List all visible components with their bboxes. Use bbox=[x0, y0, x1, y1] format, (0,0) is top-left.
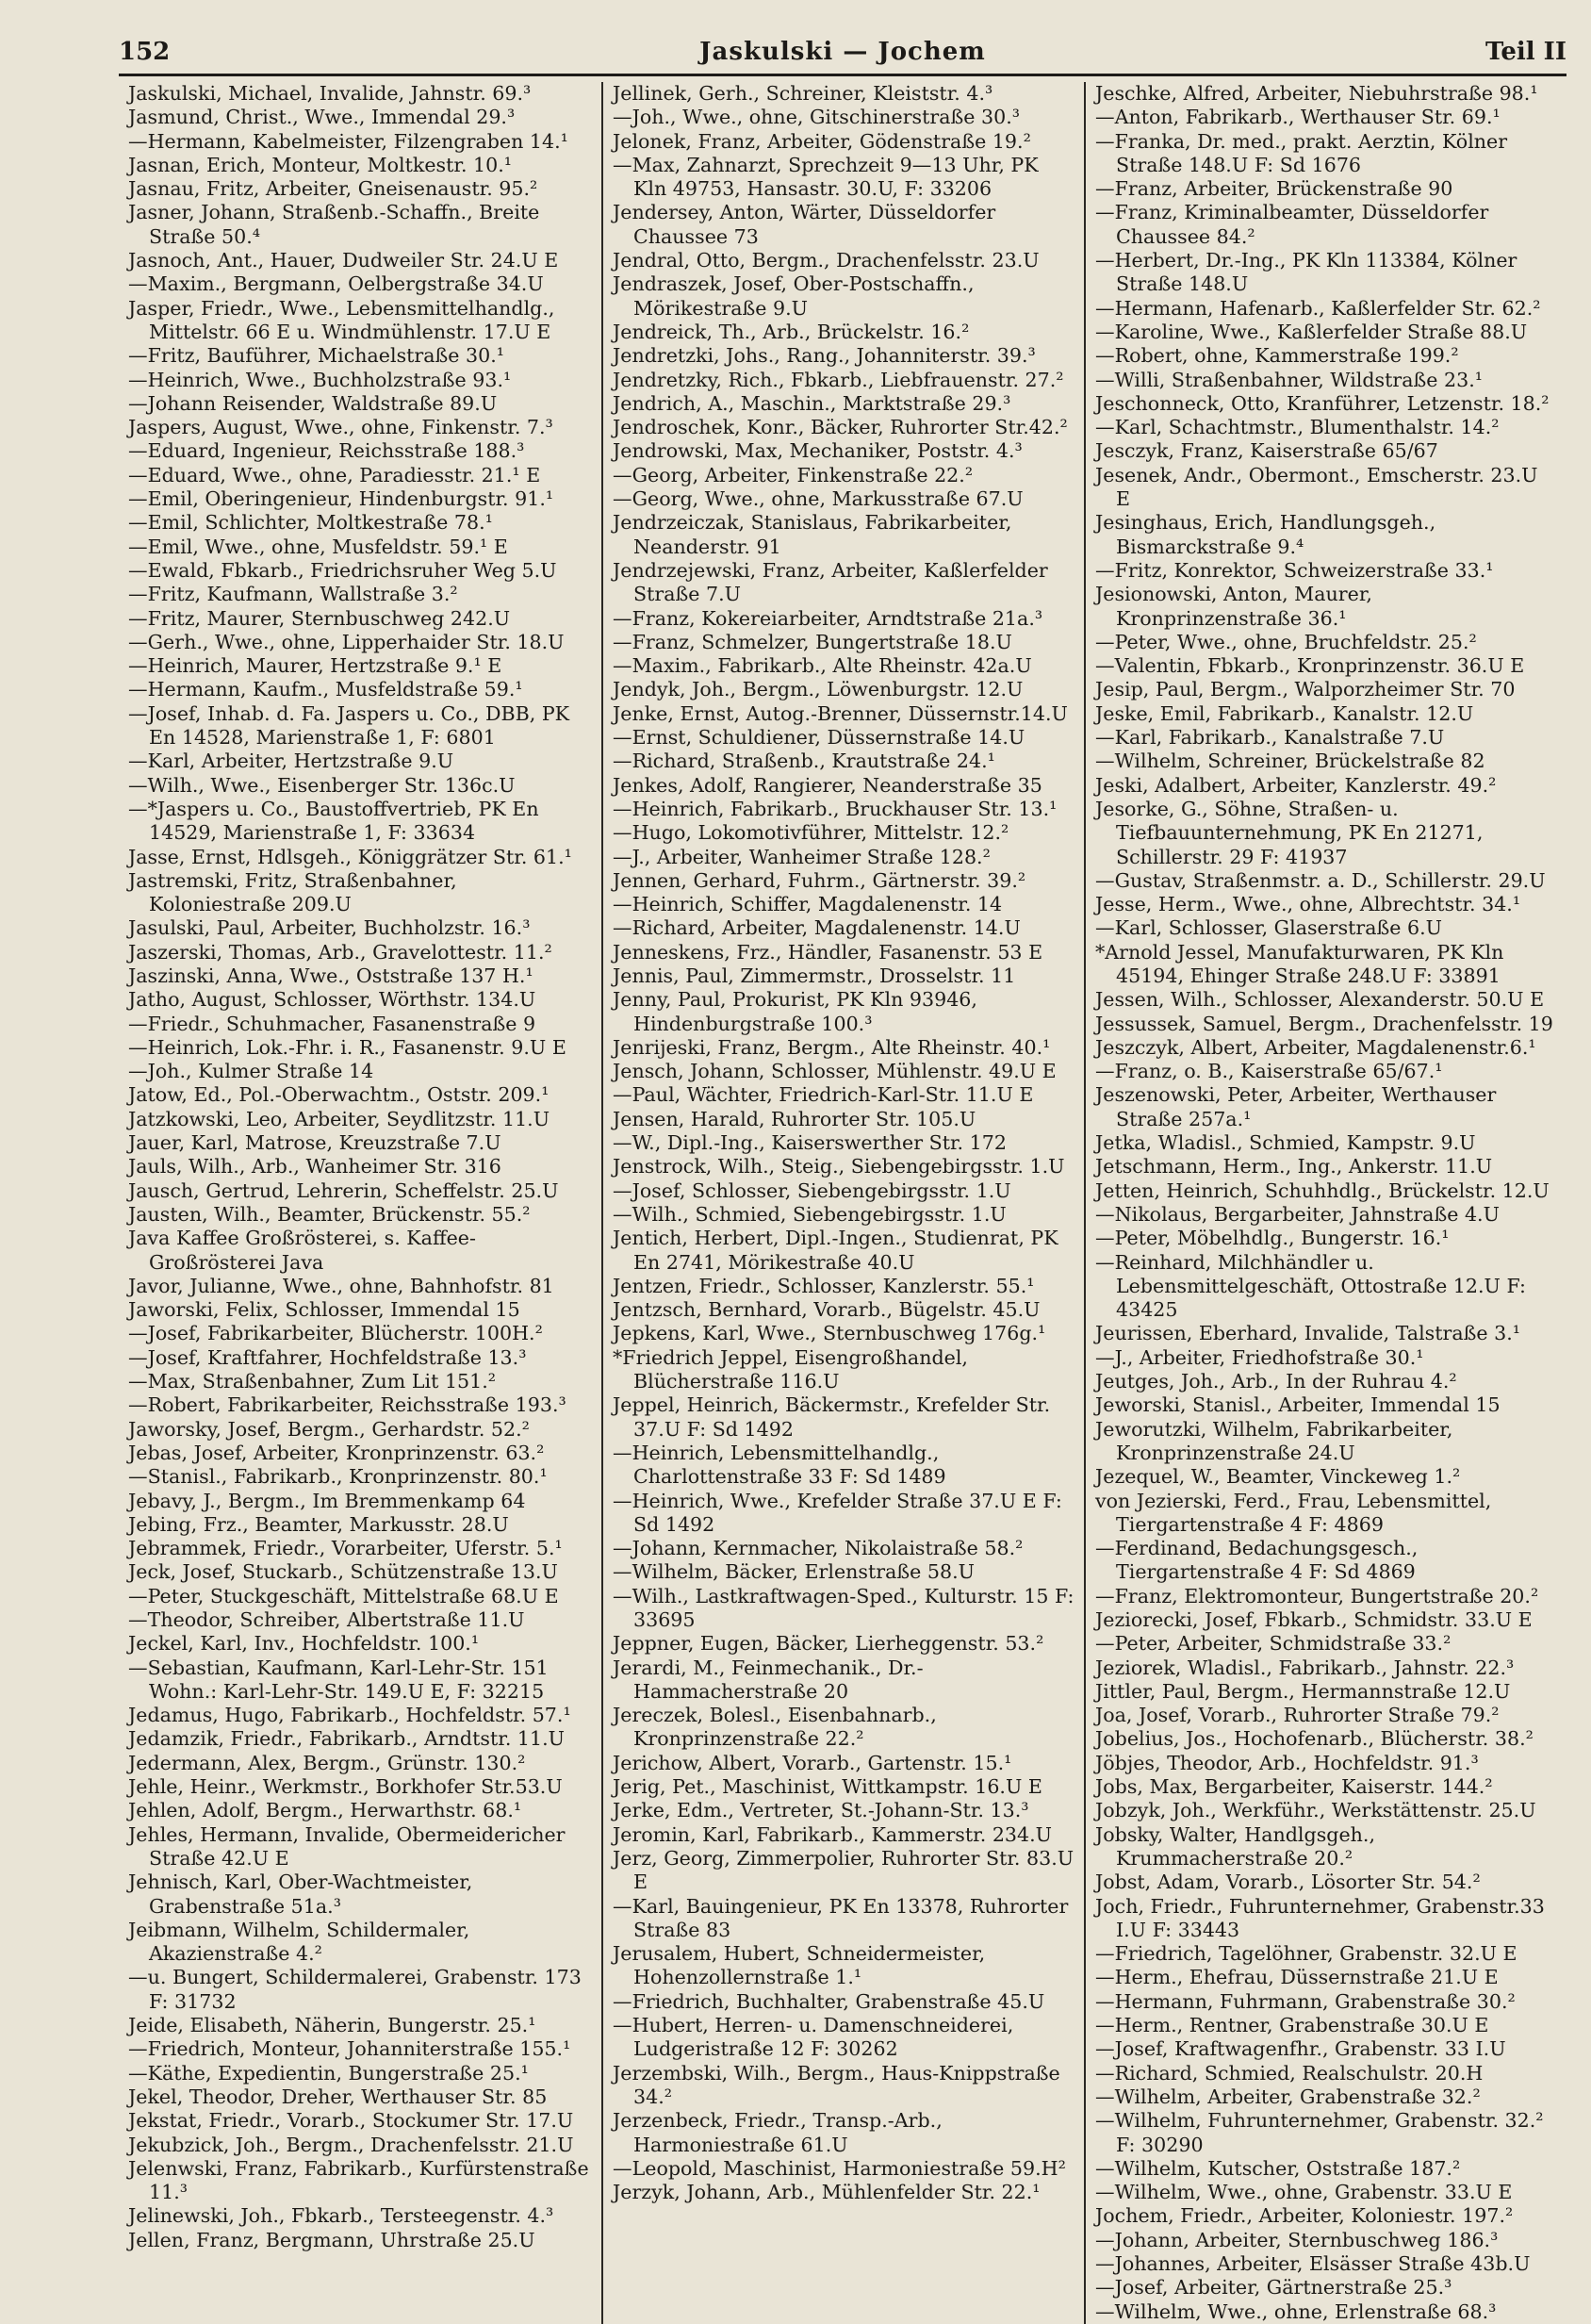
directory-entry: —Max, Straßenbahner, Zum Lit 151.² bbox=[128, 1370, 497, 1393]
directory-entry: —Herbert, Dr.-Ing., PK Kln 113384, Kölner Straße 148.U bbox=[1095, 249, 1517, 296]
directory-entry: Jaspers, August, Wwe., ohne, Finkenstr. 7.³ bbox=[128, 416, 553, 439]
directory-entry: —Franz, Kriminalbeamter, Düsseldorfer Chaussee 84.² bbox=[1095, 201, 1489, 248]
directory-entry: Jedamus, Hugo, Fabrikarb., Hochfeldstr. 57.¹ bbox=[128, 1704, 571, 1727]
directory-entry: Jesorke, G., Söhne, Straßen- u. Tiefbauunternehmung, PK En 21271, Schillerstr. 29 F: 41937 bbox=[1095, 797, 1484, 868]
directory-entry: Jesse, Herm., Wwe., ohne, Albrechtstr. 34.¹ bbox=[1095, 893, 1521, 916]
directory-entry: —Peter, Stuckgeschäft, Mittelstraße 68.U E bbox=[128, 1584, 559, 1607]
directory-entry: —Franz, Schmelzer, Bungertstraße 18.U bbox=[613, 630, 1012, 653]
directory-entry: Jerichow, Albert, Vorarb., Gartenstr. 15.¹ bbox=[613, 1751, 1012, 1774]
directory-entry: Jendrzejewski, Franz, Arbeiter, Kaßlerfelder Straße 7.U bbox=[613, 558, 1048, 606]
directory-entry: —Heinrich, Fabrikarb., Bruckhauser Str. 13.¹ bbox=[613, 797, 1058, 820]
directory-entry: —Willi, Straßenbahner, Wildstraße 23.¹ bbox=[1095, 368, 1484, 391]
page-header bbox=[119, 36, 1566, 76]
directory-entry: —Gustav, Straßenmstr. a. D., Schillerstr. 29.U bbox=[1095, 868, 1546, 892]
directory-entry: —Heinrich, Schiffer, Magdalenenstr. 14 bbox=[613, 893, 1003, 916]
directory-entry: —Fritz, Konrektor, Schweizerstraße 33.¹ bbox=[1095, 558, 1494, 582]
directory-entry: Jendrzeiczak, Stanislaus, Fabrikarbeiter, Neanderstr. 91 bbox=[613, 511, 1012, 558]
directory-entry: —Fritz, Maurer, Sternbuschweg 242.U bbox=[128, 606, 511, 630]
directory-entry: Jeworutzki, Wilhelm, Fabrikarbeiter, Kronprinzenstraße 24.U bbox=[1095, 1417, 1453, 1464]
directory-entry: —Richard, Arbeiter, Magdalenenstr. 14.U bbox=[613, 916, 1021, 940]
directory-entry: Jeziorecki, Josef, Fbkarb., Schmidstr. 33.U E bbox=[1095, 1608, 1533, 1631]
directory-entry: *Friedrich Jeppel, Eisengroßhandel, Blücherstraße 116.U bbox=[613, 1345, 968, 1393]
directory-entry: Jöbjes, Theodor, Arb., Hochfeldstr. 91.³ bbox=[1095, 1751, 1479, 1774]
directory-entry: —Emil, Oberingenieur, Hindenburgstr. 91.¹ bbox=[128, 487, 554, 511]
directory-entry: Jeszczyk, Albert, Arbeiter, Magdalenenstr.6.¹ bbox=[1095, 1035, 1536, 1059]
directory-entry: Jeutges, Joh., Arb., In der Ruhrau 4.² bbox=[1095, 1370, 1457, 1393]
directory-entry: Jendraszek, Josef, Ober-Postschaffn., Mörikestraße 9.U bbox=[613, 272, 975, 320]
directory-entry: Jeziorek, Wladisl., Fabrikarb., Jahnstr. 22.³ bbox=[1095, 1656, 1515, 1679]
directory-entry: —Hubert, Herren- u. Damenschneiderei, Ludgeristraße 12 F: 30262 bbox=[613, 2014, 1014, 2061]
directory-entry: Jerke, Edm., Vertreter, St.-Johann-Str. 13.³ bbox=[613, 1799, 1029, 1822]
directory-entry: —Herm., Ehefrau, Düssernstraße 21.U E bbox=[1095, 1966, 1499, 1989]
directory-entry: Jatzkowski, Leo, Arbeiter, Seydlitzstr. 11.U bbox=[128, 1107, 550, 1130]
directory-entry: Jekubzick, Joh., Bergm., Drachenfelsstr. 21.U bbox=[128, 2133, 574, 2156]
directory-entry: Jasnan, Erich, Monteur, Moltkestr. 10.¹ bbox=[128, 153, 513, 176]
directory-entry: Jeck, Josef, Stuckarb., Schützenstraße 13.U bbox=[128, 1560, 558, 1584]
directory-entry: Jausten, Wilh., Beamter, Brückenstr. 55.² bbox=[128, 1202, 531, 1226]
directory-entry: —Franka, Dr. med., prakt. Aerztin, Kölner Straße 148.U F: Sd 1676 bbox=[1095, 129, 1508, 176]
directory-entry: Jehle, Heinr., Werkmstr., Borkhofer Str.53.U bbox=[128, 1775, 563, 1799]
directory-entry: —Heinrich, Wwe., Krefelder Straße 37.U E F: Sd 1492 bbox=[613, 1489, 1062, 1536]
directory-entry: Jochem, Friedr., Arbeiter, Koloniestr. 197.² bbox=[1095, 2204, 1514, 2228]
directory-entry: Jellinek, Gerh., Schreiner, Kleiststr. 4.³ bbox=[613, 82, 993, 105]
directory-entry: Jerz, Georg, Zimmerpolier, Ruhrorter Str. 83.U E bbox=[613, 1846, 1074, 1894]
directory-entry: Jasper, Friedr., Wwe., Lebensmittelhandlg., Mittelstr. 66 E u. Windmühlenstr. 17.U E bbox=[128, 296, 555, 343]
directory-entry: Joch, Friedr., Fuhrunternehmer, Grabenstr.33 I.U F: 33443 bbox=[1095, 1894, 1545, 1941]
directory-entry: —*Jaspers u. Co., Baustoffvertrieb, PK En 14529, Marienstraße 1, F: 33634 bbox=[128, 797, 539, 845]
directory-entry: Jeschonneck, Otto, Kranführer, Letzenstr. 18.² bbox=[1095, 391, 1550, 415]
directory-entry: Jasnoch, Ant., Hauer, Dudweiler Str. 24.U E bbox=[128, 249, 559, 272]
directory-entry: Jebing, Frz., Beamter, Markusstr. 28.U bbox=[128, 1512, 509, 1536]
directory-entry: Jastremski, Fritz, Straßenbahner, Koloniestraße 209.U bbox=[128, 868, 457, 916]
directory-entry: —Sebastian, Kaufmann, Karl-Lehr-Str. 151 Wohn.: Karl-Lehr-Str. 149.U E, F: 32215 bbox=[128, 1656, 549, 1703]
directory-entry: Jenny, Paul, Prokurist, PK Kln 93946, Hindenburgstraße 100.³ bbox=[613, 988, 977, 1035]
directory-entry: —Eduard, Ingenieur, Reichsstraße 188.³ bbox=[128, 439, 525, 463]
directory-entry: Jerusalem, Hubert, Schneidermeister, Hohenzollernstraße 1.¹ bbox=[613, 1942, 986, 1989]
directory-entry: Jauer, Karl, Matrose, Kreuzstraße 7.U bbox=[128, 1131, 501, 1155]
directory-entry: —Paul, Wächter, Friedrich-Karl-Str. 11.U E bbox=[613, 1083, 1034, 1107]
directory-entry: Jehles, Hermann, Invalide, Obermeidericher Straße 42.U E bbox=[128, 1822, 566, 1870]
directory-entry: —Maxim., Fabrikarb., Alte Rheinstr. 42a.U bbox=[613, 654, 1032, 678]
directory-entry: Jetschmann, Herm., Ing., Ankerstr. 11.U bbox=[1095, 1155, 1493, 1178]
directory-entry: —Gerh., Wwe., ohne, Lipperhaider Str. 18.U bbox=[128, 630, 565, 653]
directory-entry: —Emil, Wwe., ohne, Musfeldstr. 59.¹ E bbox=[128, 535, 508, 558]
directory-entry: Jeide, Elisabeth, Näherin, Bungerstr. 25.¹ bbox=[128, 2014, 536, 2037]
directory-entry: —Josef, Schlosser, Siebengebirgsstr. 1.U bbox=[613, 1178, 1011, 1202]
directory-entry: Jenkes, Adolf, Rangierer, Neanderstraße 35 bbox=[613, 773, 1042, 797]
directory-entry: Jasse, Ernst, Hdlsgeh., Königgrätzer Str. 61.¹ bbox=[128, 845, 572, 868]
directory-entry: —Wilhelm, Wwe., ohne, Grabenstr. 33.U E bbox=[1095, 2181, 1513, 2204]
directory-entry: Jobzyk, Joh., Werkführ., Werkstättenstr. 25.U bbox=[1095, 1799, 1536, 1822]
directory-entry: Jasmund, Christ., Wwe., Immendal 29.³ bbox=[128, 106, 516, 129]
directory-entry: von Jezierski, Ferd., Frau, Lebensmittel, Tiergartenstraße 4 F: 4869 bbox=[1095, 1489, 1492, 1536]
directory-entry: —Wilh., Wwe., Eisenberger Str. 136c.U bbox=[128, 773, 516, 797]
directory-entry: Jauls, Wilh., Arb., Wanheimer Str. 316 bbox=[128, 1155, 501, 1178]
directory-entry: —Maxim., Bergmann, Oelbergstraße 34.U bbox=[128, 272, 544, 296]
directory-entry: Jobs, Max, Bergarbeiter, Kaiserstr. 144.² bbox=[1095, 1775, 1493, 1799]
directory-entry: —Emil, Schlichter, Moltkestraße 78.¹ bbox=[128, 511, 493, 535]
directory-entry: —Wilhelm, Fuhrunternehmer, Grabenstr. 32.² F: 30290 bbox=[1095, 2109, 1544, 2156]
directory-entry: —Franz, o. B., Kaiserstraße 65/67.¹ bbox=[1095, 1060, 1443, 1083]
directory-entry: Jentzsch, Bernhard, Vorarb., Bügelstr. 45.U bbox=[613, 1298, 1041, 1322]
directory-entry: Jesenek, Andr., Obermont., Emscherstr. 23.U E bbox=[1095, 463, 1538, 511]
directory-entry: —Ernst, Schuldiener, Düssernstraße 14.U bbox=[613, 726, 1025, 750]
directory-entry: —Wilh., Lastkraftwagen-Sped., Kulturstr. 15 F: 33695 bbox=[613, 1584, 1074, 1631]
directory-entry: Jausch, Gertrud, Lehrerin, Scheffelstr. 25.U bbox=[128, 1178, 559, 1202]
directory-entry: Jeworski, Stanisl., Arbeiter, Immendal 15 bbox=[1095, 1393, 1501, 1417]
directory-entry: —Käthe, Expedientin, Bungerstraße 25.¹ bbox=[128, 2061, 529, 2085]
directory-entry: Jendral, Otto, Bergm., Drachenfelsstr. 23.U bbox=[613, 249, 1040, 272]
directory-entry: —Hermann, Kaufm., Musfeldstraße 59.¹ bbox=[128, 678, 523, 701]
directory-entry: Jendretzky, Rich., Fbkarb., Liebfrauenstr. 27.² bbox=[613, 368, 1064, 391]
directory-entry: —Anton, Fabrikarb., Werthauser Str. 69.¹ bbox=[1095, 106, 1501, 129]
directory-entry: Jenneskens, Frz., Händler, Fasanenstr. 53 E bbox=[613, 940, 1043, 964]
directory-entry: —u. Bungert, Schildermalerei, Grabenstr. 173 F: 31732 bbox=[128, 1966, 582, 2013]
directory-entry: Jaworski, Felix, Schlosser, Immendal 15 bbox=[128, 1298, 520, 1322]
directory-entry: Jendersey, Anton, Wärter, Düsseldorfer Chaussee 73 bbox=[613, 201, 996, 248]
directory-entry: Jasnau, Fritz, Arbeiter, Gneisenaustr. 95.² bbox=[128, 177, 538, 201]
directory-entry: —Theodor, Schreiber, Albertstraße 11.U bbox=[128, 1608, 525, 1631]
directory-entry: Jasulski, Paul, Arbeiter, Buchholzstr. 16.³ bbox=[128, 916, 531, 940]
directory-entry: Jenstrock, Wilh., Steig., Siebengebirgsstr. 1.U bbox=[613, 1155, 1065, 1178]
directory-entry: —J., Arbeiter, Friedhofstraße 30.¹ bbox=[1095, 1345, 1424, 1369]
column-middle bbox=[601, 82, 1084, 2324]
directory-entry: Jenrijeski, Franz, Bergm., Alte Rheinstr. 40.¹ bbox=[613, 1035, 1051, 1059]
directory-entry: Jebavy, J., Bergm., Im Bremmenkamp 64 bbox=[128, 1489, 526, 1512]
directory-entry: Jendroschek, Konr., Bäcker, Ruhrorter Str.42.² bbox=[613, 416, 1068, 439]
directory-entry: —Karl, Schachtmstr., Blumenthalstr. 14.² bbox=[1095, 416, 1500, 439]
directory-entry: —Wilhelm, Arbeiter, Grabenstraße 32.² bbox=[1095, 2085, 1481, 2108]
directory-entry: —Heinrich, Lok.-Fhr. i. R., Fasanenstr. 9.U E bbox=[128, 1035, 566, 1059]
directory-entry: Jeckel, Karl, Inv., Hochfeldstr. 100.¹ bbox=[128, 1632, 480, 1656]
directory-entry: Jebrammek, Friedr., Vorarbeiter, Uferstr. 5.¹ bbox=[128, 1537, 563, 1560]
directory-entry: —Hermann, Hafenarb., Kaßlerfelder Str. 62.² bbox=[1095, 296, 1541, 320]
directory-entry: —J., Arbeiter, Wanheimer Straße 128.² bbox=[613, 845, 991, 868]
directory-entry: Jasner, Johann, Straßenb.-Schaffn., Breite Straße 50.⁴ bbox=[128, 201, 540, 248]
directory-entry: —Josef, Kraftfahrer, Hochfeldstraße 13.³ bbox=[128, 1345, 527, 1369]
directory-entry: Jetten, Heinrich, Schuhhdlg., Brückelstr. 12.U bbox=[1095, 1178, 1550, 1202]
directory-entry: Jaworsky, Josef, Bergm., Gerhardstr. 52.² bbox=[128, 1417, 530, 1441]
directory-entry: Jesip, Paul, Bergm., Walporzheimer Str. 70 bbox=[1095, 678, 1516, 701]
directory-entry: —Johann, Kernmacher, Nikolaistraße 58.² bbox=[613, 1537, 1024, 1560]
directory-entry: Jekstat, Friedr., Vorarb., Stockumer Str. 17.U bbox=[128, 2109, 574, 2133]
directory-entry: —W., Dipl.-Ing., Kaiserswerther Str. 172 bbox=[613, 1131, 1007, 1155]
column-right bbox=[1084, 82, 1566, 2324]
directory-entry: Jesionowski, Anton, Maurer, Kronprinzenstraße 36.¹ bbox=[1095, 583, 1372, 630]
directory-entry: —Leopold, Maschinist, Harmoniestraße 59.H² bbox=[613, 2156, 1066, 2180]
directory-entry: —Stanisl., Fabrikarb., Kronprinzenstr. 80.¹ bbox=[128, 1465, 548, 1489]
directory-entry: —Karoline, Wwe., Kaßlerfelder Straße 88.U bbox=[1095, 320, 1528, 343]
directory-entry: —Heinrich, Lebensmittelhandlg., Charlottenstraße 33 F: Sd 1489 bbox=[613, 1441, 946, 1489]
directory-entry: Jaskulski, Michael, Invalide, Jahnstr. 69.³ bbox=[128, 82, 532, 105]
directory-entry: Jensen, Harald, Ruhrorter Str. 105.U bbox=[613, 1107, 976, 1130]
page-number: 152 bbox=[119, 38, 171, 66]
directory-entry: Jellen, Franz, Bergmann, Uhrstraße 25.U bbox=[128, 2228, 535, 2251]
directory-entry: —Karl, Fabrikarb., Kanalstraße 7.U bbox=[1095, 726, 1445, 750]
directory-entry: —Herm., Rentner, Grabenstraße 30.U E bbox=[1095, 2014, 1489, 2037]
directory-entry: —Hermann, Kabelmeister, Filzengraben 14.¹ bbox=[128, 129, 568, 153]
directory-entry: Jenke, Ernst, Autog.-Brenner, Düssernstr.14.U bbox=[613, 701, 1068, 725]
directory-entry: Jerig, Pet., Maschinist, Wittkampstr. 16.U E bbox=[613, 1775, 1042, 1799]
directory-entry: —Peter, Möbelhdlg., Bungerstr. 16.¹ bbox=[1095, 1227, 1450, 1250]
directory-entry: —Josef, Kraftwagenfhr., Grabenstr. 33 I.U bbox=[1095, 2037, 1506, 2061]
directory-entry: Jeurissen, Eberhard, Invalide, Talstraße 3.¹ bbox=[1095, 1322, 1521, 1345]
directory-entry: —Johannes, Arbeiter, Elsässer Straße 43b.U bbox=[1095, 2252, 1531, 2276]
directory-entry: Jittler, Paul, Bergm., Hermannstraße 12.U bbox=[1095, 1679, 1511, 1703]
directory-entry: —Valentin, Fbkarb., Kronprinzenstr. 36.U E bbox=[1095, 654, 1525, 678]
directory-entry: —Friedrich, Monteur, Johanniterstraße 155.¹ bbox=[128, 2037, 571, 2061]
directory-entry: Jezequel, W., Beamter, Vinckeweg 1.² bbox=[1095, 1465, 1461, 1489]
part-label: Teil II bbox=[1484, 38, 1566, 66]
directory-entry: Jaszerski, Thomas, Arb., Gravelottestr. 11.² bbox=[128, 940, 552, 964]
directory-entry: Jekel, Theodor, Dreher, Werthauser Str. 85 bbox=[128, 2085, 548, 2108]
directory-entry: Javor, Julianne, Wwe., ohne, Bahnhofstr. 81 bbox=[128, 1274, 554, 1297]
directory-entry: Jeski, Adalbert, Arbeiter, Kanzlerstr. 49.² bbox=[1095, 773, 1497, 797]
directory-entry: Jereczek, Bolesl., Eisenbahnarb., Kronprinzenstraße 22.² bbox=[613, 1704, 937, 1751]
directory-entry: —Richard, Straßenb., Krautstraße 24.¹ bbox=[613, 750, 995, 773]
directory-entry: Jedermann, Alex, Bergm., Grünstr. 130.² bbox=[128, 1751, 526, 1774]
directory-entry: —Franz, Arbeiter, Brückenstraße 90 bbox=[1095, 177, 1453, 201]
directory-entry: *Arnold Jessel, Manufakturwaren, PK Kln 45194, Ehinger Straße 248.U F: 33891 bbox=[1095, 940, 1504, 987]
directory-entry: Jesczyk, Franz, Kaiserstraße 65/67 bbox=[1095, 439, 1438, 463]
directory-entry: —Franz, Kokereiarbeiter, Arndtstraße 21a.³ bbox=[613, 606, 1043, 630]
directory-entry: Jessen, Wilh., Schlosser, Alexanderstr. 50.U E bbox=[1095, 988, 1545, 1012]
directory-entry: Jeske, Emil, Fabrikarb., Kanalstr. 12.U bbox=[1095, 701, 1474, 725]
directory-entry: Jobsky, Walter, Handlgsgeh., Krummacherstraße 20.² bbox=[1095, 1822, 1375, 1870]
directory-entry: —Peter, Arbeiter, Schmidstraße 33.² bbox=[1095, 1632, 1452, 1656]
directory-entry: —Ferdinand, Bedachungsgesch., Tiergartenstraße 4 F: Sd 4869 bbox=[1095, 1537, 1419, 1584]
directory-entry: —Fritz, Kaufmann, Wallstraße 3.² bbox=[128, 583, 458, 606]
directory-entry: Jetka, Wladisl., Schmied, Kampstr. 9.U bbox=[1095, 1131, 1476, 1155]
directory-entry: —Wilhelm, Bäcker, Erlenstraße 58.U bbox=[613, 1560, 975, 1584]
directory-entry: Jentich, Herbert, Dipl.-Ingen., Studienrat, PK En 2741, Mörikestraße 40.U bbox=[613, 1227, 1058, 1274]
directory-entry: Jennen, Gerhard, Fuhrm., Gärtnerstr. 39.² bbox=[613, 868, 1026, 892]
directory-entry: —Hermann, Fuhrmann, Grabenstraße 30.² bbox=[1095, 1989, 1516, 2013]
directory-entry: Jessussek, Samuel, Bergm., Drachenfelsstr. 19 bbox=[1095, 1012, 1553, 1035]
directory-entry: —Georg, Arbeiter, Finkenstraße 22.² bbox=[613, 463, 974, 486]
directory-entry: —Wilhelm, Schreiner, Brückelstraße 82 bbox=[1095, 750, 1485, 773]
directory-entry: —Robert, Fabrikarbeiter, Reichsstraße 193.³ bbox=[128, 1393, 566, 1417]
directory-entry: Jedamzik, Friedr., Fabrikarb., Arndtstr. 11.U bbox=[128, 1727, 566, 1751]
directory-entry: Jennis, Paul, Zimmermstr., Drosselstr. 11 bbox=[613, 964, 1016, 987]
directory-entry: Jendrowski, Max, Mechaniker, Poststr. 4.³ bbox=[613, 439, 1023, 463]
directory-entry: —Richard, Schmied, Realschulstr. 20.H bbox=[1095, 2061, 1484, 2085]
directory-entry: —Heinrich, Maurer, Hertzstraße 9.¹ E bbox=[128, 654, 502, 678]
directory-entry: Jerardi, M., Feinmechanik., Dr.-Hammacherstraße 20 bbox=[613, 1656, 924, 1703]
directory-entry: —Nikolaus, Bergarbeiter, Jahnstraße 4.U bbox=[1095, 1202, 1500, 1226]
directory-entry: Jerzembski, Wilh., Bergm., Haus-Knippstraße 34.² bbox=[613, 2061, 1060, 2108]
directory-entry: —Max, Zahnarzt, Sprechzeit 9—13 Uhr, PK Kln 49753, Hansastr. 30.U, F: 33206 bbox=[613, 153, 1039, 201]
directory-entry: —Friedrich, Buchhalter, Grabenstraße 45.U bbox=[613, 1989, 1045, 2013]
directory-entry: —Johann Reisender, Waldstraße 89.U bbox=[128, 391, 498, 415]
directory-entry: Jehnisch, Karl, Ober-Wachtmeister, Grabenstraße 51a.³ bbox=[128, 1871, 473, 1918]
directory-entry: —Friedr., Schuhmacher, Fasanenstraße 9 bbox=[128, 1012, 536, 1035]
directory-entry: Jeibmann, Wilhelm, Schildermaler, Akazienstraße 4.² bbox=[128, 1918, 470, 1966]
directory-entry: Jesinghaus, Erich, Handlungsgeh., Bismarckstraße 9.⁴ bbox=[1095, 511, 1436, 558]
directory-entry: Jaszinski, Anna, Wwe., Oststraße 137 H.¹ bbox=[128, 964, 533, 987]
directory-entry: Jeppel, Heinrich, Bäckermstr., Krefelder Str. 37.U F: Sd 1492 bbox=[613, 1393, 1051, 1441]
directory-entry: —Ewald, Fbkarb., Friedrichsruher Weg 5.U bbox=[128, 558, 557, 582]
directory-entry: Jelonek, Franz, Arbeiter, Gödenstraße 19.² bbox=[613, 129, 1031, 153]
directory-entry: —Friedrich, Tagelöhner, Grabenstr. 32.U E bbox=[1095, 1942, 1517, 1966]
directory-entry: —Eduard, Wwe., ohne, Paradiesstr. 21.¹ E bbox=[128, 463, 541, 486]
directory-entry: Joa, Josef, Vorarb., Ruhrorter Straße 79.² bbox=[1095, 1704, 1500, 1727]
directory-entry: Jendreick, Th., Arb., Brückelstr. 16.² bbox=[613, 320, 970, 343]
directory-entry: —Robert, ohne, Kammerstraße 199.² bbox=[1095, 344, 1459, 368]
directory-entry: Jensch, Johann, Schlosser, Mühlenstr. 49.U E bbox=[613, 1060, 1057, 1083]
directory-entry: Jerzenbeck, Friedr., Transp.-Arb., Harmoniestraße 61.U bbox=[613, 2109, 943, 2156]
directory-entry: —Josef, Fabrikarbeiter, Blücherstr. 100H.² bbox=[128, 1322, 543, 1345]
directory-entry: Jobst, Adam, Vorarb., Lösorter Str. 54.² bbox=[1095, 1871, 1481, 1894]
directory-entry: —Karl, Arbeiter, Hertzstraße 9.U bbox=[128, 750, 454, 773]
directory-entry: —Joh., Wwe., ohne, Gitschinerstraße 30.³ bbox=[613, 106, 1020, 129]
entry-columns bbox=[119, 82, 1566, 2323]
directory-entry: Jendretzki, Johs., Rang., Johanniterstr. 39.³ bbox=[613, 344, 1036, 368]
directory-entry: Jeppner, Eugen, Bäcker, Lierheggenstr. 53.² bbox=[613, 1632, 1044, 1656]
directory-entry: Jentzen, Friedr., Schlosser, Kanzlerstr. 55.¹ bbox=[613, 1274, 1035, 1297]
directory-entry: Jatow, Ed., Pol.-Oberwachtm., Oststr. 209.¹ bbox=[128, 1083, 549, 1107]
directory-entry: —Reinhard, Milchhändler u. Lebensmittelgeschäft, Ottostraße 12.U F: 43425 bbox=[1095, 1250, 1526, 1322]
directory-entry: Jendrich, A., Maschin., Marktstraße 29.³ bbox=[613, 391, 1011, 415]
directory-entry: Jeromin, Karl, Fabrikarb., Kammerstr. 234.U bbox=[613, 1822, 1053, 1846]
directory-entry: —Hugo, Lokomotivführer, Mittelstr. 12.² bbox=[613, 821, 1009, 845]
directory-entry: —Karl, Bauingenieur, PK En 13378, Ruhrorter Straße 83 bbox=[613, 1894, 1069, 1941]
column-left bbox=[119, 82, 601, 2324]
directory-entry: Jatho, August, Schlosser, Wörthstr. 134.U bbox=[128, 988, 536, 1012]
directory-entry: —Josef, Arbeiter, Gärtnerstraße 25.³ bbox=[1095, 2276, 1452, 2299]
directory-entry: —Franz, Elektromonteur, Bungertstraße 20.² bbox=[1095, 1584, 1539, 1607]
directory-entry: Jepkens, Karl, Wwe., Sternbuschweg 176g.¹ bbox=[613, 1322, 1046, 1345]
directory-entry: Java Kaffee Großrösterei, s. Kaffee-Großrösterei Java bbox=[128, 1227, 476, 1274]
directory-entry: Jeschke, Alfred, Arbeiter, Niebuhrstraße 98.¹ bbox=[1095, 82, 1538, 105]
directory-entry: —Heinrich, Wwe., Buchholzstraße 93.¹ bbox=[128, 368, 512, 391]
directory-entry: —Fritz, Bauführer, Michaelstraße 30.¹ bbox=[128, 344, 505, 368]
directory-entry: Jelenwski, Franz, Fabrikarb., Kurfürstenstraße 11.³ bbox=[128, 2156, 589, 2204]
directory-entry: —Johann, Arbeiter, Sternbuschweg 186.³ bbox=[1095, 2228, 1499, 2251]
directory-entry: —Georg, Wwe., ohne, Markusstraße 67.U bbox=[613, 487, 1024, 511]
directory-entry: —Peter, Wwe., ohne, Bruchfeldstr. 25.² bbox=[1095, 630, 1477, 653]
directory-entry: Jendyk, Joh., Bergm., Löwenburgstr. 12.U bbox=[613, 678, 1024, 701]
directory-entry: —Josef, Inhab. d. Fa. Jaspers u. Co., DBB, PK En 14528, Marienstraße 1, F: 6801 bbox=[128, 701, 570, 750]
running-title: Jaskulski — Jochem bbox=[699, 38, 986, 66]
directory-entry: Jebas, Josef, Arbeiter, Kronprinzenstr. 63.² bbox=[128, 1441, 545, 1464]
directory-entry: —Wilhelm, Wwe., ohne, Erlenstraße 68.³ bbox=[1095, 2299, 1497, 2323]
directory-entry: Jelinewski, Joh., Fbkarb., Tersteegenstr. 4.³ bbox=[128, 2204, 554, 2228]
directory-entry: —Wilhelm, Kutscher, Oststraße 187.² bbox=[1095, 2156, 1461, 2180]
directory-entry: —Joh., Kulmer Straße 14 bbox=[128, 1060, 374, 1083]
directory-entry: Jerzyk, Johann, Arb., Mühlenfelder Str. 22.¹ bbox=[613, 2181, 1041, 2204]
directory-entry: —Wilh., Schmied, Siebengebirgsstr. 1.U bbox=[613, 1202, 1007, 1226]
directory-entry: Jehlen, Adolf, Bergm., Herwarthstr. 68.¹ bbox=[128, 1799, 522, 1822]
directory-entry: Jobelius, Jos., Hochofenarb., Blücherstr. 38.² bbox=[1095, 1727, 1534, 1751]
directory-entry: —Karl, Schlosser, Glaserstraße 6.U bbox=[1095, 916, 1443, 940]
directory-entry: Jeszenowski, Peter, Arbeiter, Werthauser Straße 257a.¹ bbox=[1095, 1083, 1497, 1130]
